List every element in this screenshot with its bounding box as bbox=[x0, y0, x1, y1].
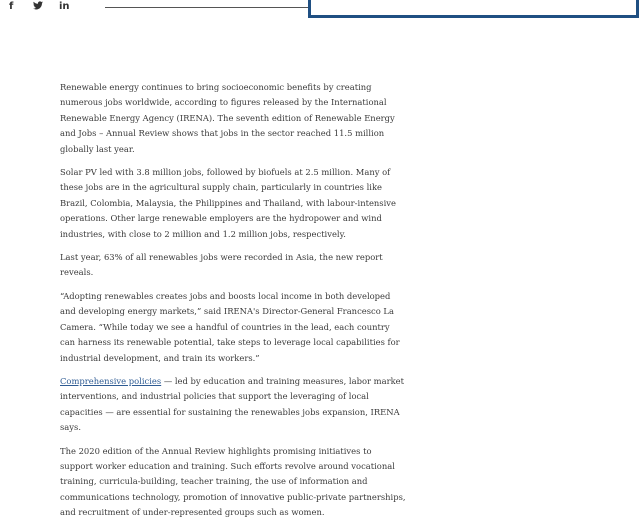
article-body bbox=[60, 80, 406, 529]
comprehensive-policies-link[interactable]: Comprehensive policies bbox=[60, 375, 162, 386]
share-divider bbox=[105, 7, 310, 8]
twitter-bird-icon bbox=[33, 1, 43, 10]
paragraph-2: Solar PV led with 3.8 million jobs, followed by biofuels at 2.5 million. Many of these jobs are in the agricultural supply chain, particularly in countries like Brazil, Colombia, Malaysia, the Philippines and Thailand, with labour-intensive operations. Other large renewable employers are the hydropower and wind industries, with close to 2 million and 1.2 million jobs, respectively. bbox=[60, 167, 396, 239]
share-bar bbox=[0, 0, 310, 16]
paragraph-3: Last year, 63% of all renewables jobs were recorded in Asia, the new report reveals. bbox=[60, 252, 383, 278]
paragraph-4: “Adopting renewables creates jobs and boosts local income in both developed and developing energy markets,” said IRENA's Director-General Francesco La Camera. “While today we see a handful of countries in the lead, each country can harness its renewable potential, take steps to leverage local capabilities for industrial development, and train its workers.” bbox=[60, 290, 400, 363]
paragraph-6: The 2020 edition of the Annual Review highlights promising initiatives to support worker education and training. Such efforts revolve around vocational training, curricula-building, teacher training, the use of information and communications technology, promotion of innovative public-private partnerships, and recruitment of under-represented groups such as women. bbox=[60, 445, 406, 518]
linkedin-icon[interactable]: in bbox=[59, 1, 70, 12]
paragraph-1: Renewable energy continues to bring socioeconomic benefits by creating numerous jobs worldwide, according to figures released by the International Renewable Energy Agency (IRENA). The seventh edition of Renewable Energy and Jobs – Annual Review shows that jobs in the sector reached 11.5 million globally last year. bbox=[60, 82, 395, 154]
twitter-icon[interactable] bbox=[33, 1, 43, 14]
paragraph-5-text: — led by education and training measures, labor market interventions, and industrial policies that support the leveraging of local capacities — are essential for sustaining the renewables jobs expansion, IRENA says. bbox=[60, 375, 405, 433]
overlay-panel bbox=[308, 0, 639, 18]
paragraph-5 bbox=[60, 374, 406, 436]
facebook-icon[interactable]: f bbox=[9, 1, 14, 12]
